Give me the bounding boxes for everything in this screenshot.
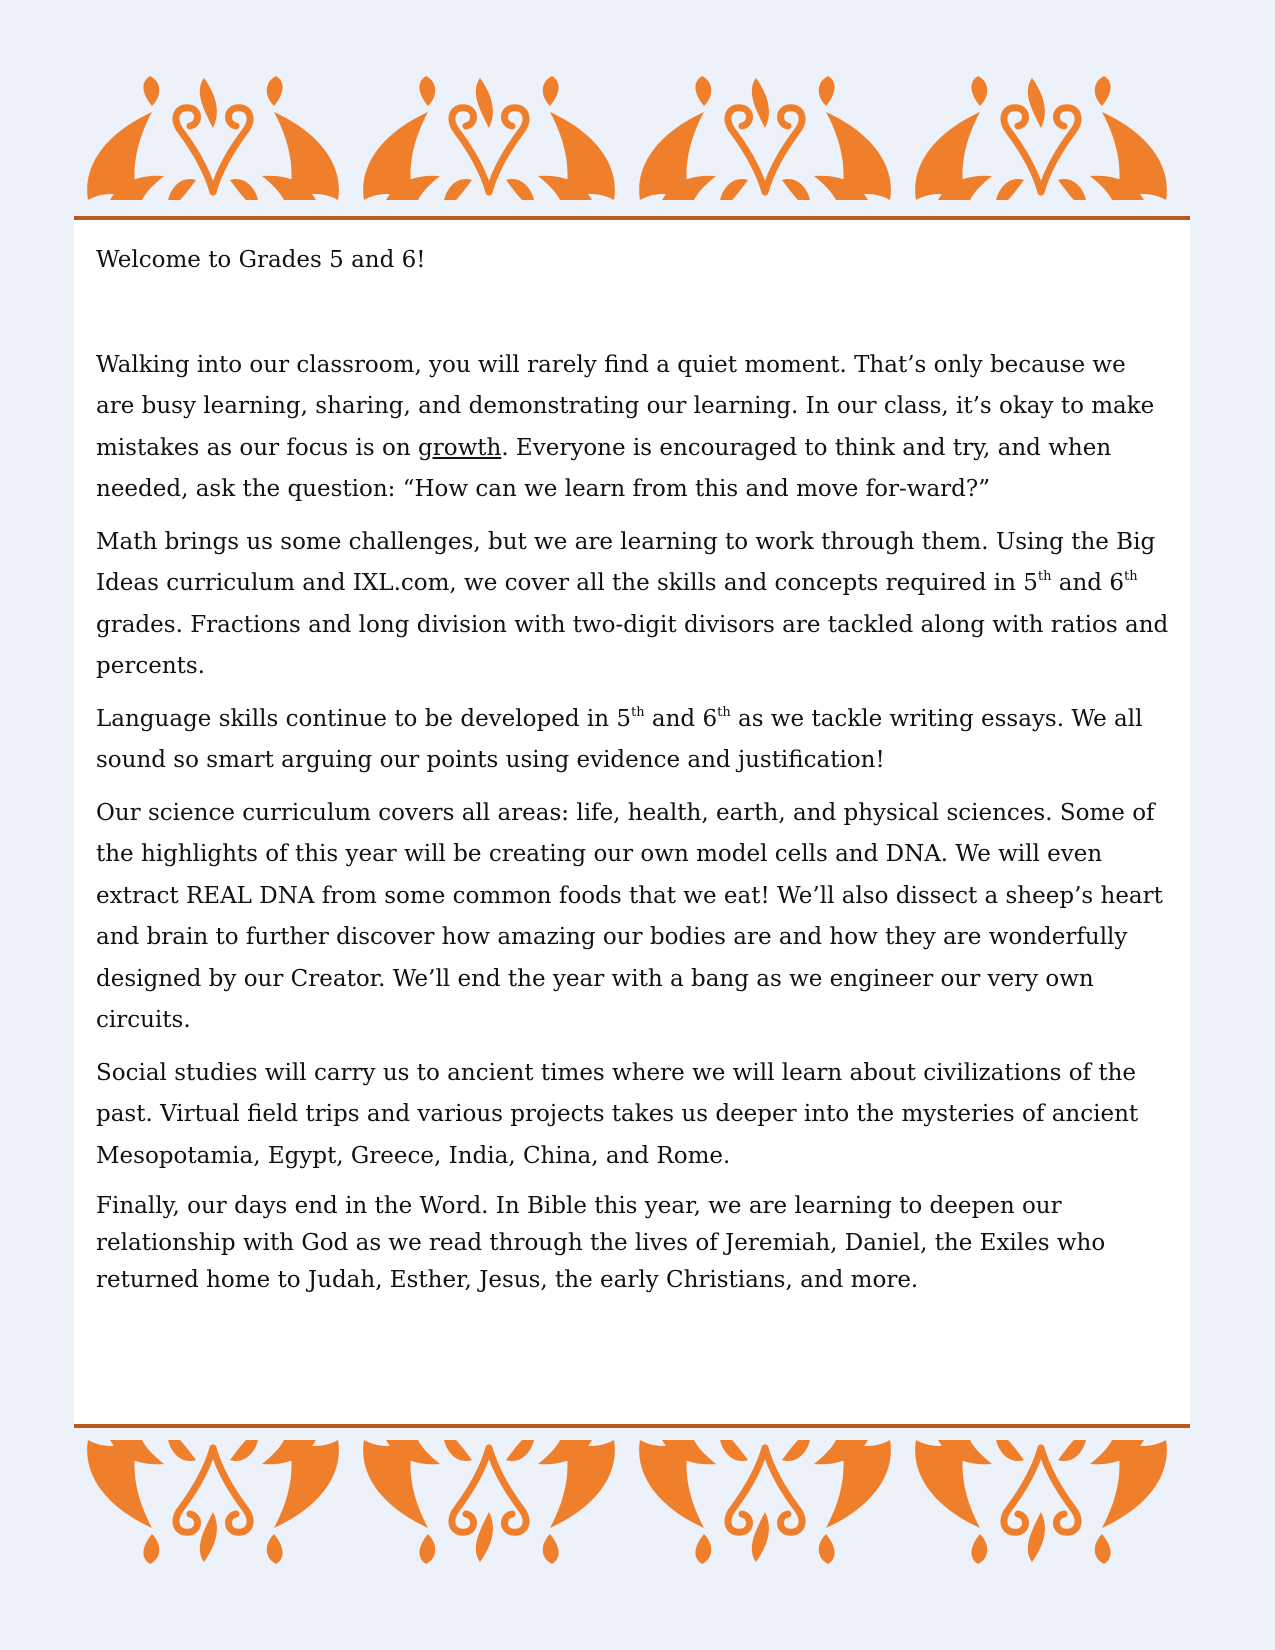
paragraph-social-studies: Social studies will carry us to ancient times where we will learn about civilizations of the past. Virtual field trips and various projects takes us deeper into the mysteries of ancient Mesopotamia, Egypt, Greece, India, China, and Rome. (96, 1059, 1139, 1169)
growth-emphasis: growth (418, 434, 502, 461)
bottom-floral-border (80, 1428, 1190, 1568)
greeting: Welcome to Grades 5 and 6! (96, 247, 426, 273)
paragraph-bible: Finally, our days end in the Word. In Bible this year, we are learning to deepen our relationship with God as we read through the lives of Jeremiah, Daniel, the Exiles who returned home to Judah, Esther, Jesus, the early Christians, and more. (96, 1193, 1106, 1293)
paragraph-math: Math brings us some challenges, but we are learning to work through them. Using the Big Ideas curriculum and IXL.com, we cover all the skills and concepts required in 5th and 6th grades. Fractions and long division with two-digit divisors are tackled along with ratios and percents. (96, 528, 1169, 679)
paragraph-language: Language skills continue to be developed in 5th and 6th as we tackle writing essays. We all sound so smart arguing our points using evidence and justification! (96, 704, 1143, 773)
top-floral-border (80, 72, 1190, 212)
paragraph-science: Our science curriculum covers all areas: life, health, earth, and physical sciences. Some of the highlights of this year will be creating our own model cells and DNA. We will even extract REAL DNA from some common foods that we eat! We’ll also dissect a sheep’s heart and brain to further discover how amazing our bodies are and how they are wonderfully designed by our Creator. We’ll end the year with a bang as we engineer our very own circuits. (96, 799, 1163, 1033)
paragraph-classroom: Walking into our classroom, you will rarely find a quiet moment. That’s only because we are busy learning, sharing, and demonstrating our learning. In our class, it’s okay to make mistakes as our focus is on growth. Everyone is encouraged to think and try, and when needed, ask the question: “How can we learn from this and move for-ward?” (96, 351, 1155, 502)
letter-body (96, 240, 1171, 1310)
